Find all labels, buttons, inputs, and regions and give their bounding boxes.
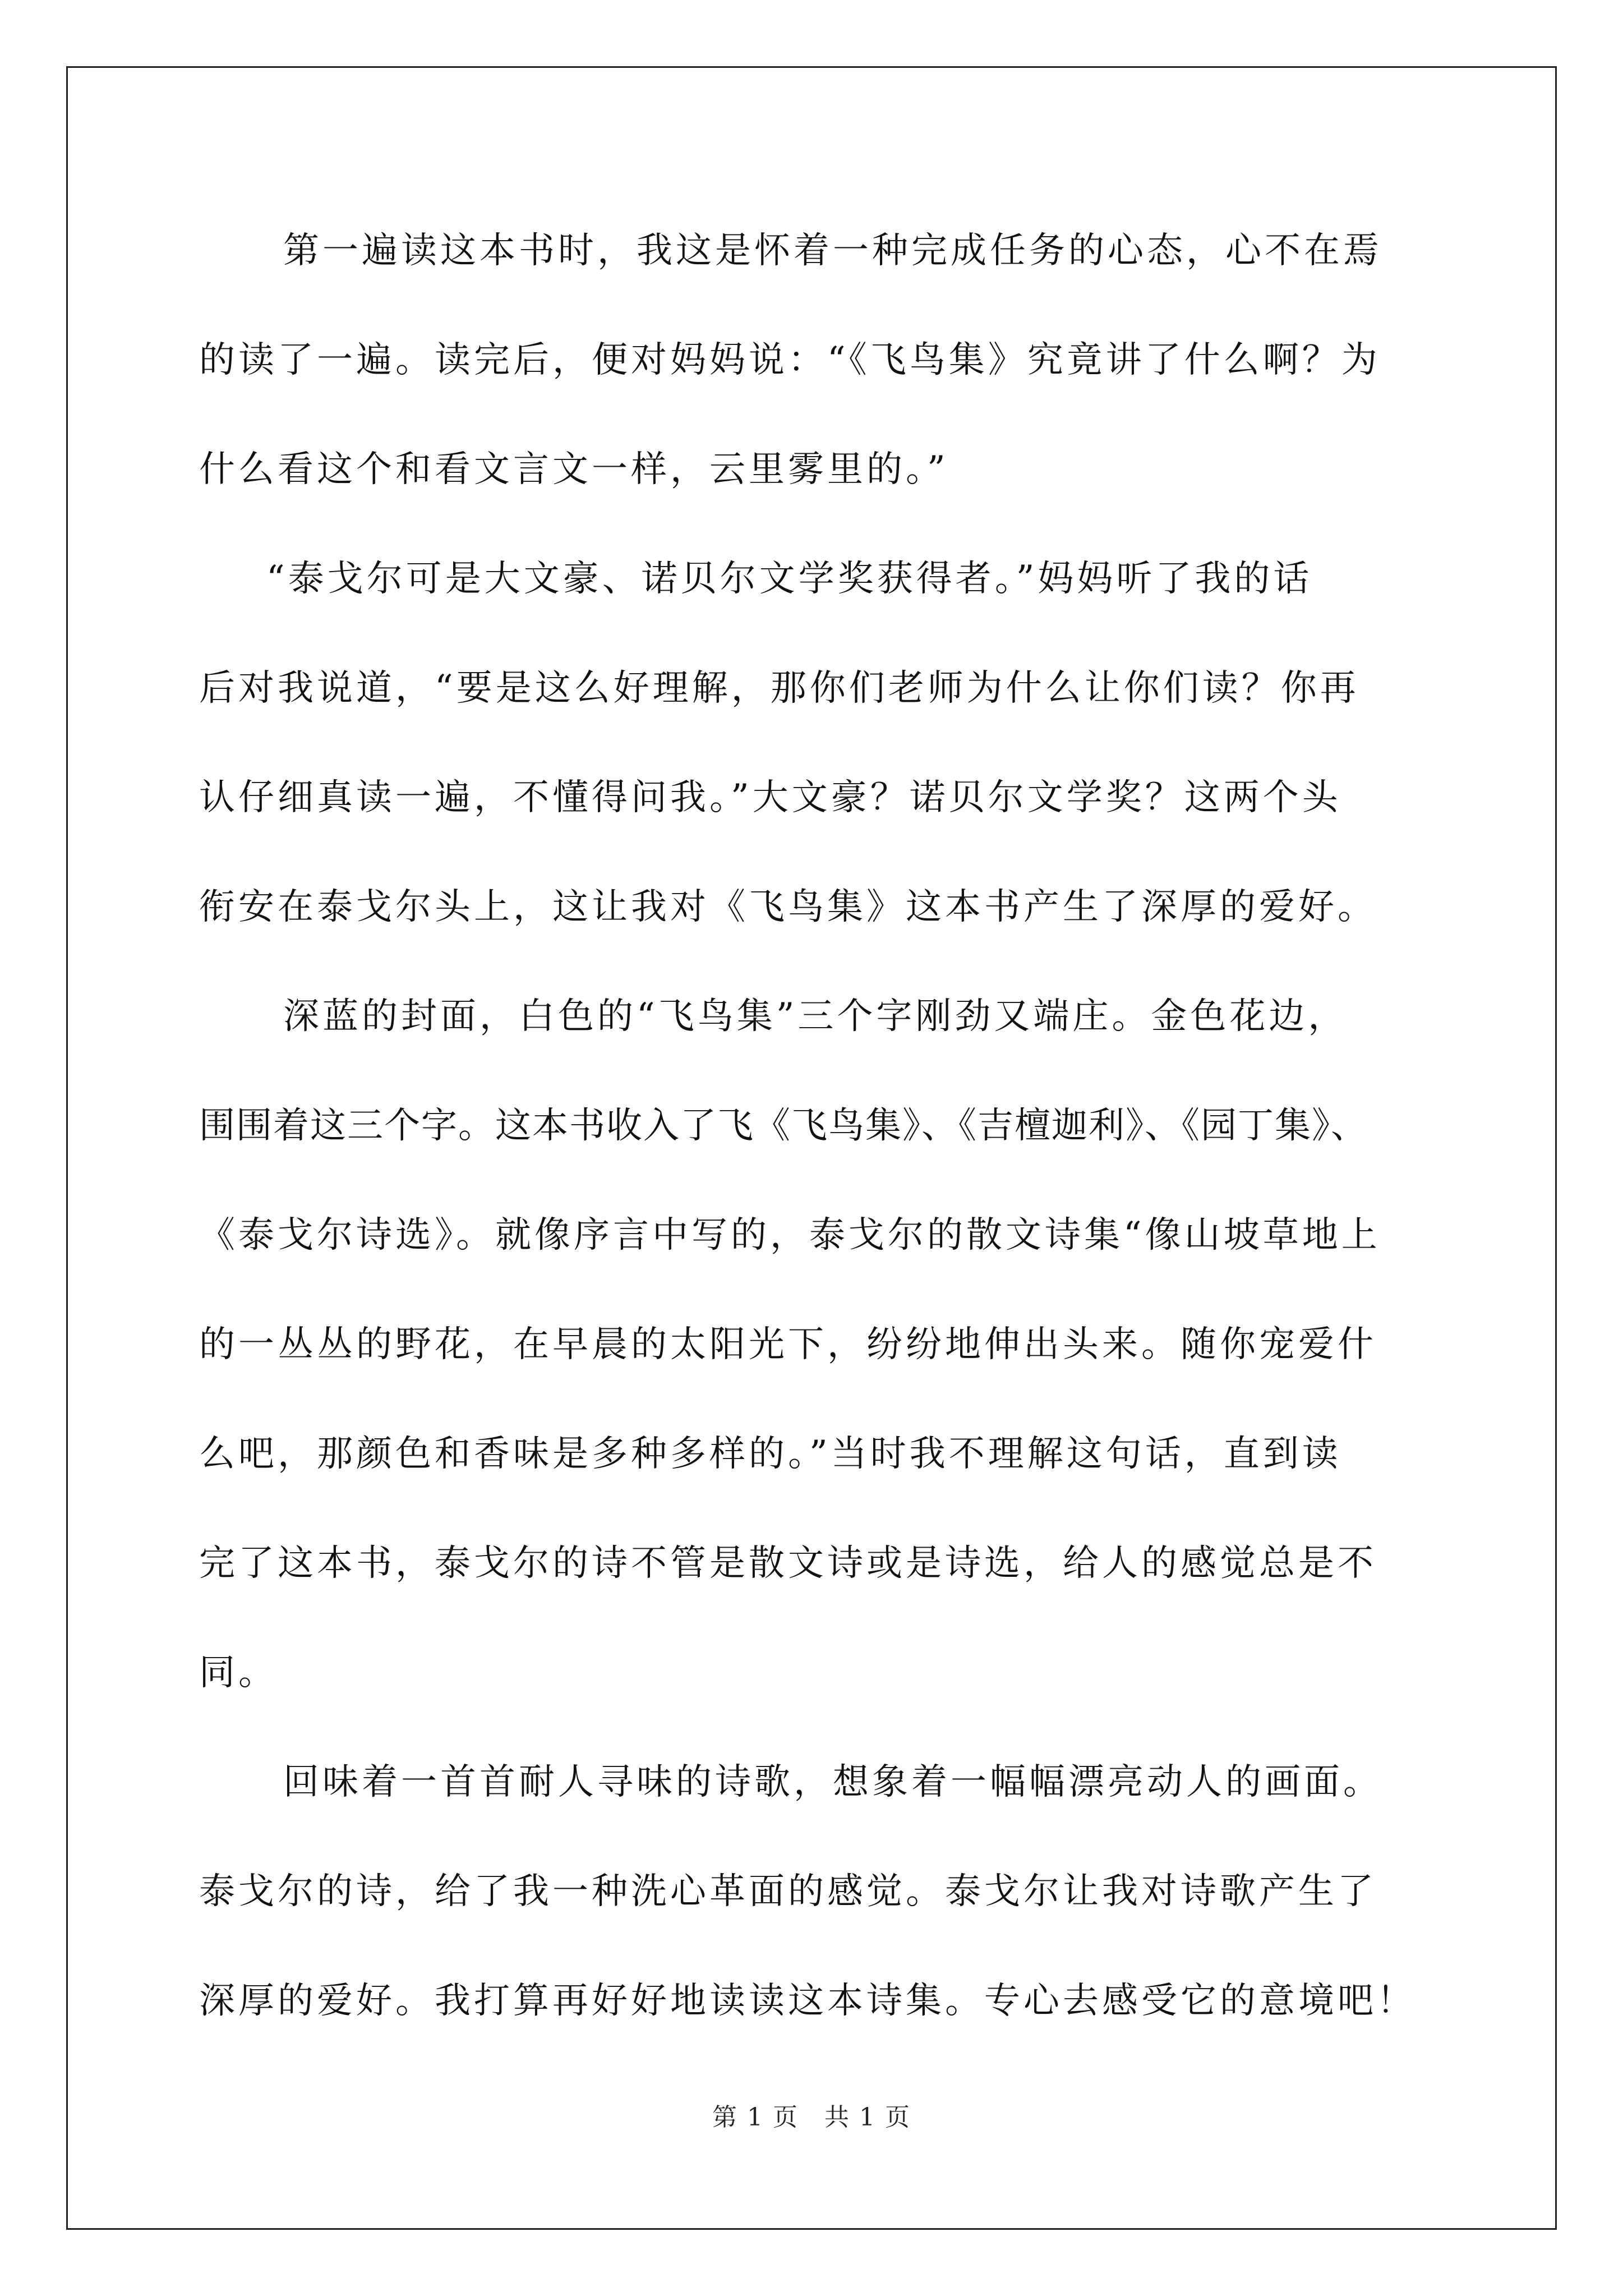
paragraph-3-line-1: 深蓝的封面，白色的“飞鸟集”三个字刚劲又端庄。金色花边， xyxy=(283,996,1348,1037)
paragraph-3-line-2: 围围着这三个字。这本书收入了飞《飞鸟集》、《吉檀迦利》、《园丁集》、 xyxy=(199,1105,1368,1147)
paragraph-4-line-3: 深厚的爱好。我打算再好好地读读这本诗集。专心去感受它的意境吧！ xyxy=(199,1980,1416,2022)
paragraph-3-line-3: 《泰戈尔诗选》。就像序言中写的，泰戈尔的散文诗集“像山坡草地上 xyxy=(199,1214,1381,1256)
paragraph-3-line-4: 的一丛丛的野花，在早晨的太阳光下，纷纷地伸出头来。随你宠爱什 xyxy=(199,1324,1377,1365)
paragraph-4-line-2: 泰戈尔的诗，给了我一种洗心革面的感觉。泰戈尔让我对诗歌产生了 xyxy=(199,1871,1377,1912)
paragraph-1-line-1: 第一遍读这本书时，我这是怀着一种完成任务的心态，心不在焉 xyxy=(283,230,1382,272)
paragraph-1-line-2: 的读了一遍。读完后，便对妈妈说：“《飞鸟集》究竟讲了什么啊？为 xyxy=(199,339,1381,381)
page-footer: 第 1 页 共 1 页 xyxy=(712,2103,911,2132)
document-body xyxy=(199,222,1472,2081)
paragraph-1-line-3: 什么看这个和看文言文一样，云里雾里的。” xyxy=(199,449,949,490)
paragraph-4-line-1: 回味着一首首耐人寻味的诗歌，想象着一幅幅漂亮动人的画面。 xyxy=(283,1761,1382,1803)
paragraph-2-line-2: 后对我说道，“要是这么好理解，那你们老师为什么让你们读？你再 xyxy=(199,668,1359,709)
paragraph-3-line-5: 么吧，那颜色和香味是多种多样的。”当时我不理解这句话，直到读 xyxy=(199,1433,1341,1475)
paragraph-3-line-7: 同。 xyxy=(199,1652,278,1694)
paragraph-2-line-3: 认仔细真读一遍，不懂得问我。”大文豪？诺贝尔文学奖？这两个头 xyxy=(199,777,1341,818)
paragraph-2-line-4: 衔安在泰戈尔头上，这让我对《飞鸟集》这本书产生了深厚的爱好。 xyxy=(199,886,1377,928)
paragraph-2-line-1: “泰戈尔可是大文豪、诺贝尔文学奖获得者。”妈妈听了我的话 xyxy=(266,558,1313,600)
paragraph-3-line-6: 完了这本书，泰戈尔的诗不管是散文诗或是诗选，给人的感觉总是不 xyxy=(199,1543,1377,1584)
